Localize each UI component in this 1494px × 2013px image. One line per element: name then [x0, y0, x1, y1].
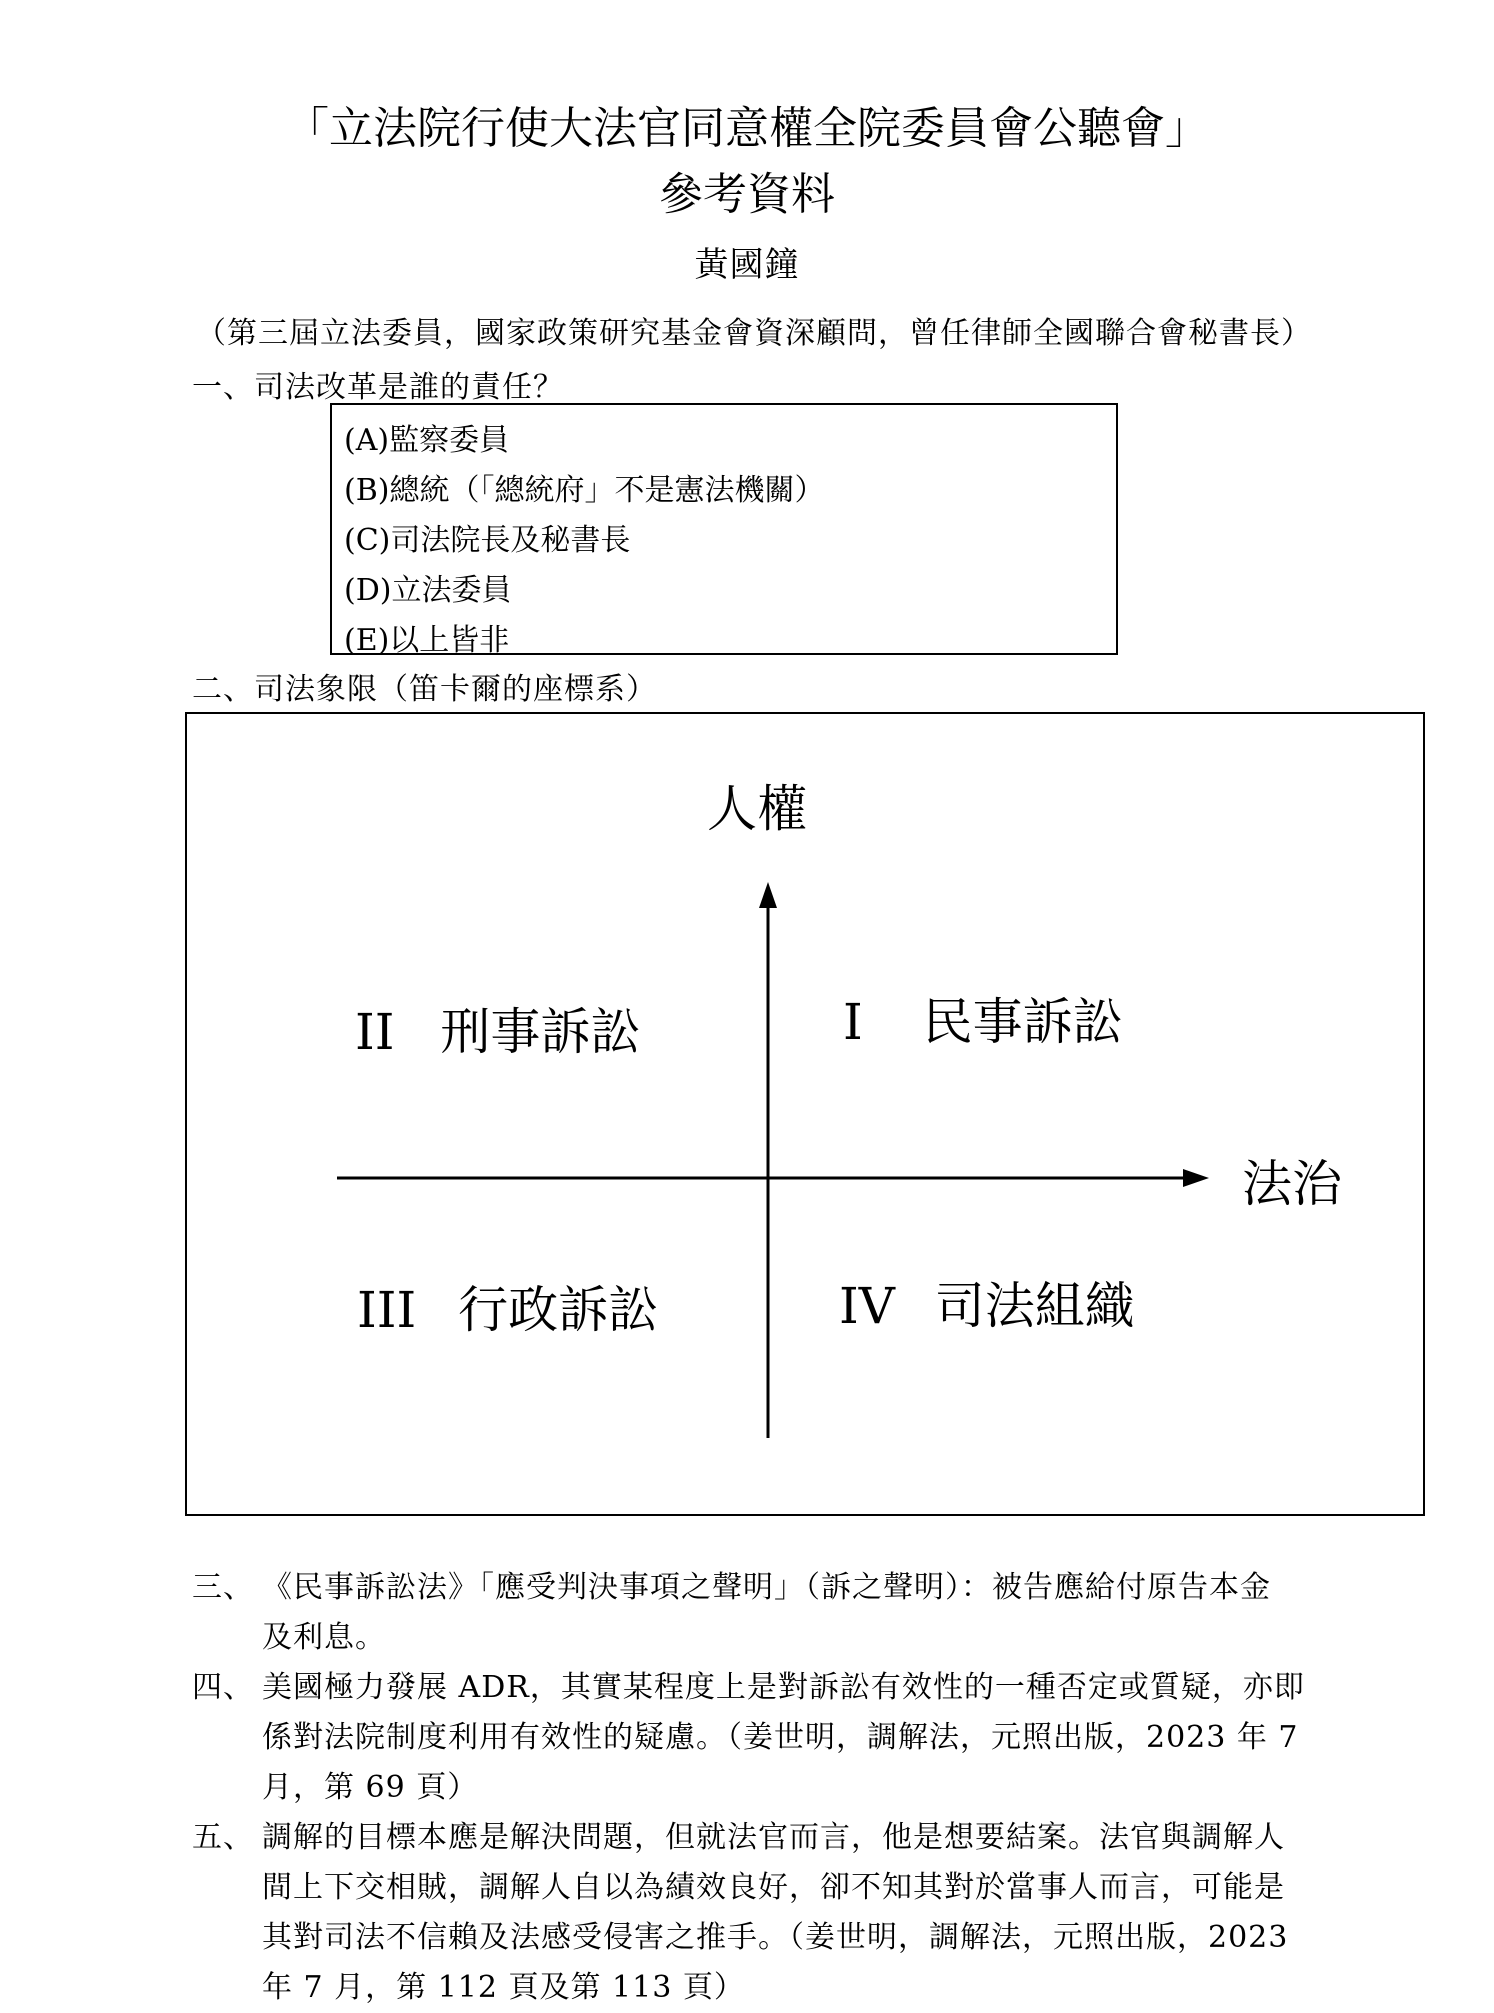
quadrant-diagram	[185, 712, 1425, 1516]
section2-heading: 二、司法象限（笛卡爾的座標系）	[192, 672, 657, 707]
option-a: (A)監察委員	[344, 423, 510, 458]
section5-line: 年 7 月，第 112 頁及第 113 頁）	[262, 1970, 745, 2005]
section3-text	[262, 1563, 1271, 1663]
author-name: 黃國鐘	[694, 245, 800, 285]
quadrant-2-label: 刑事訴訟	[440, 1003, 641, 1061]
section1-heading: 一、司法改革是誰的責任？	[192, 370, 564, 405]
section4-line: 月，第 69 頁）	[262, 1770, 479, 1805]
x-axis-arrow-icon	[1183, 1169, 1209, 1187]
x-axis-label: 法治	[1242, 1155, 1342, 1213]
section3-line: 及利息。	[262, 1620, 386, 1655]
y-axis-arrow-icon	[759, 882, 777, 908]
section5-line: 間上下交相賊，調解人自以為績效良好，卻不知其對於當事人而言，可能是	[262, 1870, 1285, 1905]
quadrant-2	[355, 992, 640, 1064]
y-axis-label: 人權	[707, 780, 807, 838]
quadrant-4-numeral: IV	[839, 1277, 895, 1335]
document-title: 「立法院行使大法官同意權全院委員會公聽會」	[285, 103, 1209, 154]
quadrant-4-label: 司法組織	[934, 1277, 1135, 1335]
options-box	[330, 403, 1118, 658]
section5-marker: 五、	[192, 1820, 254, 1855]
option-c: (C)司法院長及秘書長	[344, 523, 631, 558]
option-d: (D)立法委員	[344, 573, 512, 608]
quadrant-1-label: 民事訴訟	[922, 993, 1123, 1051]
quadrant-1	[843, 982, 1123, 1054]
section4-text	[262, 1663, 1305, 1813]
section5-line: 調解的目標本應是解決問題，但就法官而言，他是想要結案。法官與調解人	[262, 1820, 1285, 1855]
section5-text	[262, 1813, 1288, 2013]
option-b: (B)總統（「總統府」不是憲法機關）	[344, 473, 825, 508]
option-e: (E)以上皆非	[344, 623, 510, 658]
section4-line: 美國極力發展 ADR，其實某程度上是對訴訟有效性的一種否定或質疑，亦即	[262, 1670, 1305, 1705]
section4-marker: 四、	[192, 1670, 254, 1705]
quadrant-3-label: 行政訴訟	[458, 1281, 659, 1339]
author-affiliation: （第三屆立法委員，國家政策研究基金會資深顧問，曾任律師全國聯合會秘書長）	[196, 316, 1312, 351]
quadrant-4	[839, 1266, 1135, 1338]
quadrant-3	[357, 1270, 658, 1342]
quadrant-3-numeral: III	[357, 1281, 417, 1339]
section5-line: 其對司法不信賴及法感受侵害之推手。（姜世明，調解法，元照出版，2023	[262, 1920, 1289, 1955]
section3-marker: 三、	[192, 1570, 254, 1605]
section3-line: 《民事訴訟法》「應受判決事項之聲明」（訴之聲明）：被告應給付原告本金	[262, 1570, 1271, 1605]
document-subtitle: 參考資料	[659, 169, 835, 220]
section4-line: 係對法院制度利用有效性的疑慮。（姜世明，調解法，元照出版，2023 年 7	[262, 1720, 1299, 1755]
quadrant-1-numeral: I	[843, 993, 863, 1051]
quadrant-2-numeral: II	[355, 1003, 395, 1061]
